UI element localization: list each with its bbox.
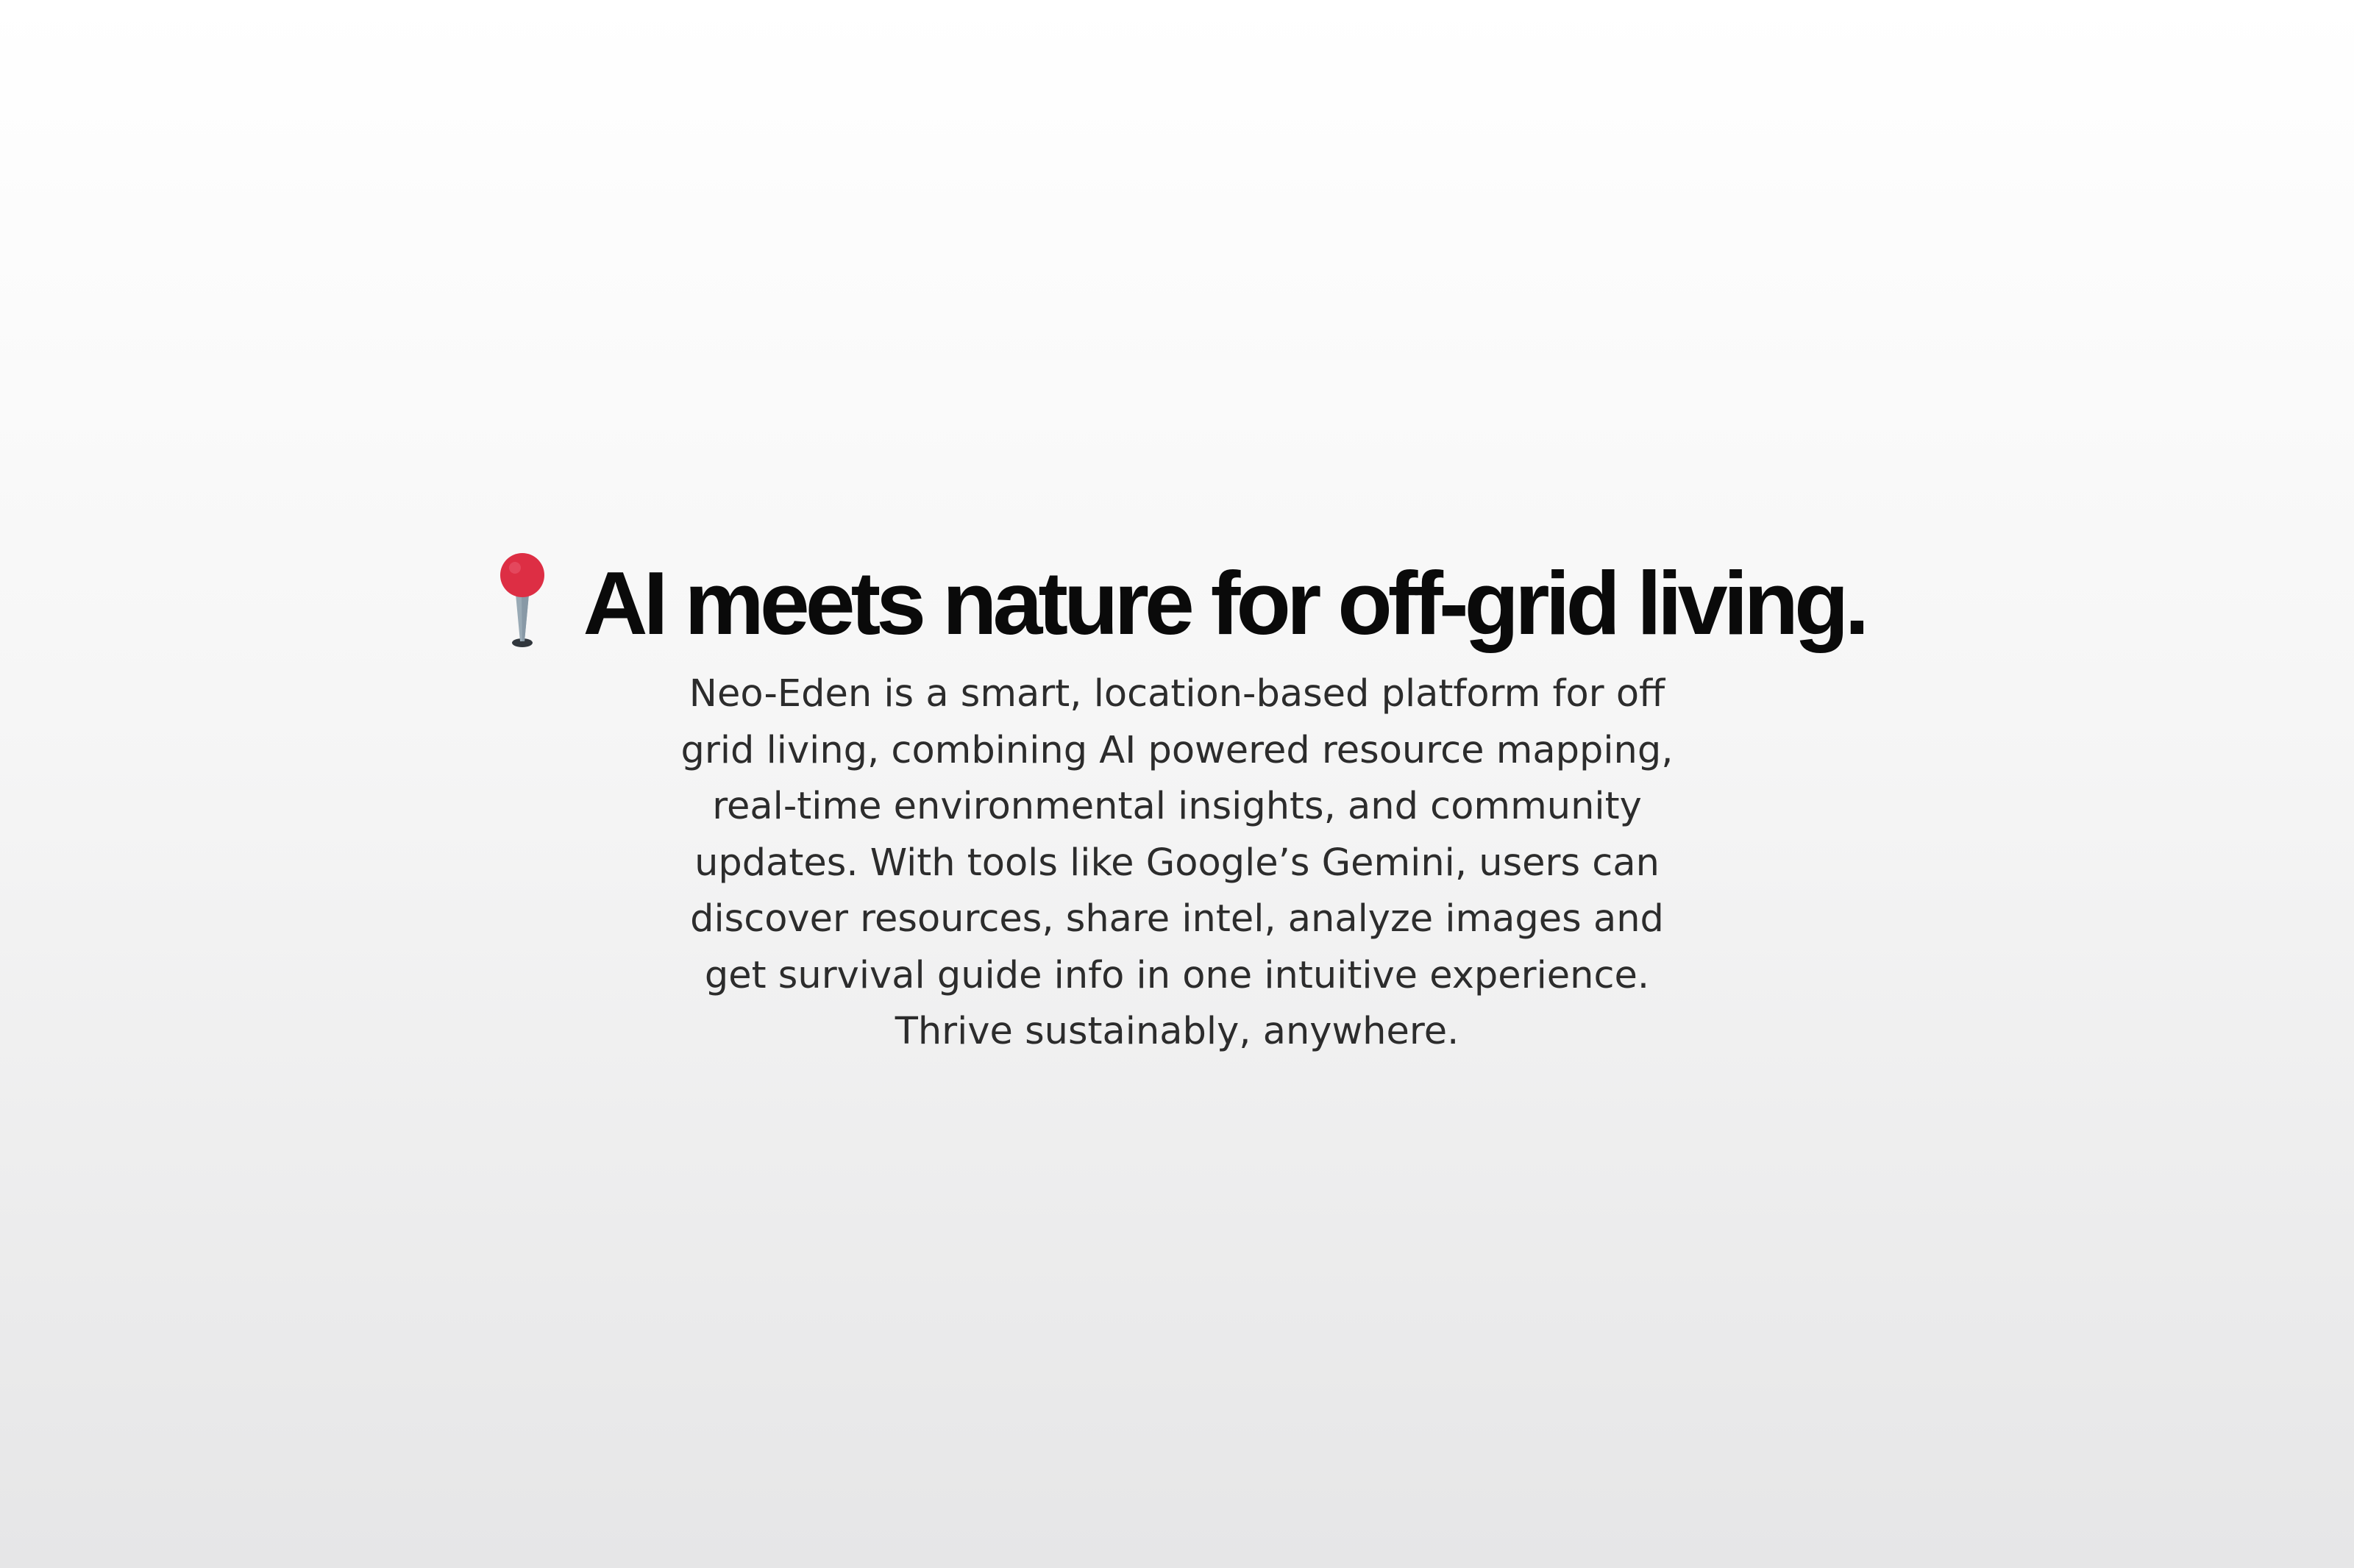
description-line: discover resources, share intel, analyze images and: [690, 897, 1664, 941]
description-line: Neo-Eden is a smart, location-based platform for off: [689, 672, 1665, 716]
round-pushpin-icon: [489, 552, 555, 650]
hero-headline: AI meets nature for off-grid living.: [583, 553, 1866, 653]
description-line: real-time environmental insights, and community: [712, 785, 1642, 828]
description-line: grid living, combining AI powered resource mapping,: [680, 728, 1674, 772]
hero-description: [677, 666, 1677, 1061]
description-line: Thrive sustainably, anywhere.: [895, 1010, 1459, 1053]
description-line: updates. With tools like Google’s Gemini, users can: [694, 841, 1660, 885]
hero-section: [0, 544, 2354, 1061]
description-line: get survival guide info in one intuitive experience.: [704, 953, 1650, 997]
headline-row: [489, 544, 1866, 662]
